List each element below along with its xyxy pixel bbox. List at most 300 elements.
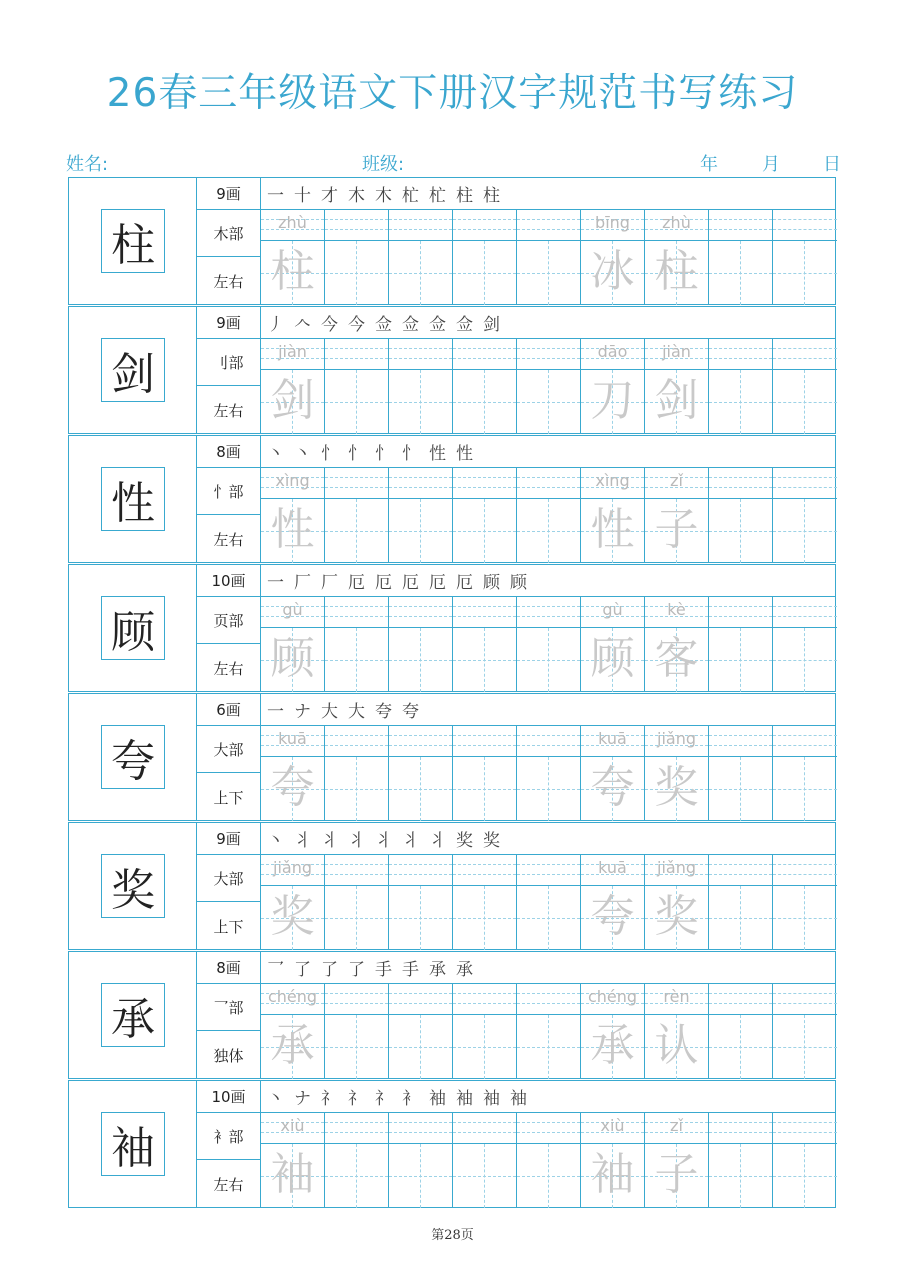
pinyin-trace: jiǎng xyxy=(273,858,312,877)
stroke-step: 丬 xyxy=(429,831,446,851)
character-trace: 冰 xyxy=(590,246,635,297)
character-trace: 夸 xyxy=(270,762,315,813)
practice-cell[interactable] xyxy=(261,210,325,305)
practice-cell[interactable] xyxy=(581,210,645,305)
writing-grid xyxy=(261,984,835,1078)
tianzige-box xyxy=(389,1144,452,1208)
pinyin-box xyxy=(325,855,388,886)
pinyin-trace: zǐ xyxy=(670,1116,683,1135)
stroke-step: ナ xyxy=(294,702,311,722)
tianzige-box xyxy=(709,499,772,563)
character-trace: 认 xyxy=(654,1020,699,1071)
structure: 左右 xyxy=(197,515,261,563)
practice-cell[interactable] xyxy=(325,855,389,950)
tianzige-box xyxy=(389,628,452,692)
tianzige-box xyxy=(517,757,580,821)
practice-cell[interactable] xyxy=(517,210,581,305)
practice-cell[interactable] xyxy=(453,855,517,950)
stroke-step: 一 xyxy=(267,573,284,593)
model-character-cell xyxy=(69,307,197,433)
pinyin-box xyxy=(709,1113,772,1144)
stroke-step: 性 xyxy=(429,444,446,464)
stroke-count: 6画 xyxy=(197,694,261,726)
practice-cell[interactable] xyxy=(645,1113,709,1208)
practice-cell[interactable] xyxy=(325,468,389,563)
tianzige-box xyxy=(453,628,516,692)
structure: 上下 xyxy=(197,902,261,950)
pinyin-trace: dāo xyxy=(597,342,628,361)
practice-cell[interactable] xyxy=(709,597,773,692)
stroke-step: 忄 xyxy=(402,444,419,464)
practice-cell[interactable] xyxy=(389,726,453,821)
character-trace: 柱 xyxy=(270,246,315,297)
stroke-step: 承 xyxy=(429,960,446,980)
stroke-order xyxy=(261,1081,835,1113)
pinyin-box xyxy=(453,1113,516,1144)
model-character: 奖 xyxy=(101,854,165,918)
tianzige-box xyxy=(709,1144,772,1208)
pinyin-box xyxy=(389,855,452,886)
pinyin-box xyxy=(453,726,516,757)
tianzige-box xyxy=(453,499,516,563)
model-character-cell xyxy=(69,694,197,820)
practice-cell[interactable] xyxy=(773,597,837,692)
pinyin-box xyxy=(325,984,388,1015)
stroke-step: 佥 xyxy=(402,315,419,335)
practice-cell[interactable] xyxy=(773,210,837,305)
pinyin-trace: kè xyxy=(667,600,686,619)
tianzige-box xyxy=(325,1015,388,1079)
stroke-order xyxy=(261,694,835,726)
character-trace: 顾 xyxy=(590,633,635,684)
character-trace: 刀 xyxy=(590,375,635,426)
stroke-step: 丶 xyxy=(294,444,311,464)
tianzige-box xyxy=(389,757,452,821)
pinyin-box xyxy=(325,339,388,370)
stroke-step: 乛 xyxy=(267,960,284,980)
pinyin-box xyxy=(773,855,837,886)
stroke-step: 了 xyxy=(348,960,365,980)
day-label: 日 xyxy=(823,154,841,175)
pinyin-box xyxy=(709,468,772,499)
practice-cell[interactable] xyxy=(709,339,773,434)
stroke-order xyxy=(261,178,835,210)
writing-grid xyxy=(261,339,835,433)
practice-cell[interactable] xyxy=(581,468,645,563)
stroke-step: ナ xyxy=(294,1089,311,1109)
character-block xyxy=(68,822,836,950)
stroke-step: 杧 xyxy=(429,186,446,206)
character-trace: 袖 xyxy=(270,1149,315,1200)
tianzige-box xyxy=(453,241,516,305)
tianzige-box xyxy=(325,241,388,305)
stroke-step: 厄 xyxy=(402,573,419,593)
stroke-step: 木 xyxy=(348,186,365,206)
practice-cell[interactable] xyxy=(325,984,389,1079)
practice-cell[interactable] xyxy=(645,726,709,821)
pinyin-box xyxy=(773,597,837,628)
tianzige-box xyxy=(325,499,388,563)
stroke-step: 手 xyxy=(402,960,419,980)
structure: 上下 xyxy=(197,773,261,821)
stroke-step: 了 xyxy=(294,960,311,980)
character-block xyxy=(68,1080,836,1208)
structure: 左右 xyxy=(197,386,261,434)
practice-cell[interactable] xyxy=(453,726,517,821)
stroke-step: 袖 xyxy=(456,1089,473,1109)
tianzige-box xyxy=(709,370,772,434)
pinyin-box xyxy=(453,339,516,370)
model-character: 顾 xyxy=(101,596,165,660)
pinyin-box xyxy=(773,339,837,370)
practice-cell[interactable] xyxy=(389,597,453,692)
stroke-step: 丶 xyxy=(267,1089,284,1109)
structure: 左右 xyxy=(197,257,261,305)
practice-cell[interactable] xyxy=(581,855,645,950)
pinyin-trace: kuā xyxy=(598,729,627,748)
tianzige-box xyxy=(709,886,772,950)
stroke-order xyxy=(261,823,835,855)
pinyin-box xyxy=(773,468,837,499)
model-character-cell xyxy=(69,565,197,691)
practice-cell[interactable] xyxy=(389,210,453,305)
model-character-cell xyxy=(69,823,197,949)
character-trace: 子 xyxy=(654,504,699,555)
practice-cell[interactable] xyxy=(389,855,453,950)
stroke-count: 9画 xyxy=(197,823,261,855)
stroke-step: 柱 xyxy=(456,186,473,206)
writing-grid xyxy=(261,1113,835,1207)
stroke-step: 忄 xyxy=(321,444,338,464)
pinyin-trace: gù xyxy=(602,600,623,619)
practice-cell[interactable] xyxy=(645,855,709,950)
writing-grid xyxy=(261,855,835,949)
practice-cell[interactable] xyxy=(389,1113,453,1208)
structure: 左右 xyxy=(197,1160,261,1208)
tianzige-box xyxy=(517,499,580,563)
stroke-step: 奖 xyxy=(456,831,473,851)
practice-cell[interactable] xyxy=(645,210,709,305)
model-character-cell xyxy=(69,178,197,304)
pinyin-box xyxy=(709,597,772,628)
pinyin-box xyxy=(389,210,452,241)
practice-cell[interactable] xyxy=(709,1113,773,1208)
character-trace: 承 xyxy=(270,1020,315,1071)
stroke-step: 丶 xyxy=(267,831,284,851)
stroke-step: 厂 xyxy=(321,573,338,593)
pinyin-box xyxy=(709,210,772,241)
practice-cell[interactable] xyxy=(517,984,581,1079)
practice-cell[interactable] xyxy=(709,468,773,563)
structure: 左右 xyxy=(197,644,261,692)
stroke-step: 厄 xyxy=(456,573,473,593)
character-trace: 柱 xyxy=(654,246,699,297)
tianzige-box xyxy=(773,1015,837,1079)
stroke-step: 礻 xyxy=(375,1089,392,1109)
practice-cell[interactable] xyxy=(773,855,837,950)
practice-cell[interactable] xyxy=(709,210,773,305)
practice-cell[interactable] xyxy=(645,597,709,692)
pinyin-trace: chéng xyxy=(267,987,318,1006)
stroke-count: 8画 xyxy=(197,436,261,468)
stroke-step: 了 xyxy=(321,960,338,980)
practice-cell[interactable] xyxy=(261,855,325,950)
pinyin-trace: kuā xyxy=(278,729,307,748)
practice-cell[interactable] xyxy=(773,1113,837,1208)
practice-cell[interactable] xyxy=(773,726,837,821)
pinyin-box xyxy=(517,339,580,370)
stroke-step: 佥 xyxy=(456,315,473,335)
model-character: 剑 xyxy=(101,338,165,402)
pinyin-trace: rèn xyxy=(663,987,690,1006)
tianzige-box xyxy=(453,1015,516,1079)
stroke-step: 大 xyxy=(348,702,365,722)
radical: 乛部 xyxy=(197,984,261,1031)
stroke-step: 丬 xyxy=(294,831,311,851)
stroke-order xyxy=(261,952,835,984)
character-trace: 奖 xyxy=(270,891,315,942)
pinyin-trace: zǐ xyxy=(670,471,683,490)
practice-cell[interactable] xyxy=(261,1113,325,1208)
pinyin-trace: xiù xyxy=(600,1116,625,1135)
pinyin-box xyxy=(389,597,452,628)
structure: 独体 xyxy=(197,1031,261,1079)
writing-grid xyxy=(261,597,835,691)
character-trace: 奖 xyxy=(654,891,699,942)
practice-cell[interactable] xyxy=(709,984,773,1079)
pinyin-box xyxy=(517,468,580,499)
stroke-step: 今 xyxy=(321,315,338,335)
practice-cell[interactable] xyxy=(773,468,837,563)
practice-cell[interactable] xyxy=(645,984,709,1079)
stroke-step: 佥 xyxy=(429,315,446,335)
stroke-step: 厄 xyxy=(375,573,392,593)
tianzige-box xyxy=(453,370,516,434)
stroke-step: 袖 xyxy=(429,1089,446,1109)
stroke-step: 性 xyxy=(456,444,473,464)
tianzige-box xyxy=(773,499,837,563)
model-character: 承 xyxy=(101,983,165,1047)
character-trace: 性 xyxy=(270,504,315,555)
stroke-order xyxy=(261,565,835,597)
stroke-step: 柱 xyxy=(483,186,500,206)
pinyin-trace: gù xyxy=(282,600,303,619)
practice-cell[interactable] xyxy=(325,597,389,692)
pinyin-trace: xìng xyxy=(595,471,630,490)
stroke-step: 佥 xyxy=(375,315,392,335)
practice-cell[interactable] xyxy=(325,1113,389,1208)
tianzige-box xyxy=(325,628,388,692)
pinyin-trace: chéng xyxy=(587,987,638,1006)
pinyin-box xyxy=(325,210,388,241)
class-label: 班级: xyxy=(362,154,405,175)
pinyin-trace: jiàn xyxy=(662,342,691,361)
pinyin-box xyxy=(389,468,452,499)
stroke-count: 9画 xyxy=(197,307,261,339)
practice-cell[interactable] xyxy=(773,339,837,434)
practice-cell[interactable] xyxy=(709,726,773,821)
pinyin-box xyxy=(773,984,837,1015)
pinyin-trace: xiù xyxy=(280,1116,305,1135)
page-title: 26春三年级语文下册汉字规范书写练习 xyxy=(106,71,799,116)
tianzige-box xyxy=(389,1015,452,1079)
stroke-step: 木 xyxy=(375,186,392,206)
stroke-step: 丿 xyxy=(267,315,284,335)
character-trace: 袖 xyxy=(590,1149,635,1200)
tianzige-box xyxy=(453,886,516,950)
stroke-order xyxy=(261,307,835,339)
character-trace: 子 xyxy=(654,1149,699,1200)
stroke-step: 一 xyxy=(267,702,284,722)
stroke-step: 丬 xyxy=(402,831,419,851)
pinyin-box xyxy=(325,726,388,757)
stroke-step: 夸 xyxy=(375,702,392,722)
character-trace: 剑 xyxy=(270,375,315,426)
character-trace: 顾 xyxy=(270,633,315,684)
practice-cell[interactable] xyxy=(389,984,453,1079)
page-number: 第28页 xyxy=(431,1228,474,1243)
practice-cell[interactable] xyxy=(261,597,325,692)
stroke-step: 袖 xyxy=(510,1089,527,1109)
stroke-step: 袖 xyxy=(483,1089,500,1109)
pinyin-box xyxy=(517,984,580,1015)
stroke-step: 十 xyxy=(294,186,311,206)
radical: 衤部 xyxy=(197,1113,261,1160)
practice-cell[interactable] xyxy=(645,468,709,563)
pinyin-trace: kuā xyxy=(598,858,627,877)
practice-cell[interactable] xyxy=(261,726,325,821)
stroke-step: 才 xyxy=(321,186,338,206)
character-block xyxy=(68,693,836,821)
practice-cell[interactable] xyxy=(325,210,389,305)
stroke-step: 衤 xyxy=(402,1089,419,1109)
radical: 大部 xyxy=(197,855,261,902)
tianzige-box xyxy=(517,1015,580,1079)
writing-grid xyxy=(261,726,835,820)
pinyin-trace: xìng xyxy=(275,471,310,490)
pinyin-box xyxy=(773,210,837,241)
character-block xyxy=(68,435,836,563)
stroke-step: 厄 xyxy=(348,573,365,593)
pinyin-box xyxy=(709,726,772,757)
practice-cell[interactable] xyxy=(517,855,581,950)
tianzige-box xyxy=(709,628,772,692)
practice-cell[interactable] xyxy=(325,339,389,434)
tianzige-box xyxy=(453,1144,516,1208)
stroke-step: 顾 xyxy=(510,573,527,593)
character-block xyxy=(68,177,836,305)
practice-cell[interactable] xyxy=(261,468,325,563)
model-character-cell xyxy=(69,436,197,562)
tianzige-box xyxy=(389,370,452,434)
stroke-count: 8画 xyxy=(197,952,261,984)
model-character: 夸 xyxy=(101,725,165,789)
tianzige-box xyxy=(709,1015,772,1079)
stroke-step: 丬 xyxy=(375,831,392,851)
practice-cell[interactable] xyxy=(581,1113,645,1208)
practice-cell[interactable] xyxy=(261,984,325,1079)
model-character: 柱 xyxy=(101,209,165,273)
pinyin-box xyxy=(453,984,516,1015)
tianzige-box xyxy=(517,370,580,434)
stroke-step: 剑 xyxy=(483,315,500,335)
pinyin-box xyxy=(325,468,388,499)
tianzige-box xyxy=(325,886,388,950)
stroke-count: 10画 xyxy=(197,565,261,597)
practice-cell[interactable] xyxy=(453,1113,517,1208)
practice-cell[interactable] xyxy=(389,339,453,434)
tianzige-box xyxy=(709,757,772,821)
practice-cell[interactable] xyxy=(517,339,581,434)
pinyin-box xyxy=(325,1113,388,1144)
practice-cell[interactable] xyxy=(517,1113,581,1208)
practice-cell[interactable] xyxy=(773,984,837,1079)
practice-cell[interactable] xyxy=(453,597,517,692)
stroke-step: 厄 xyxy=(429,573,446,593)
character-block xyxy=(68,564,836,692)
month-label: 月 xyxy=(762,154,780,175)
tianzige-box xyxy=(325,1144,388,1208)
practice-cell[interactable] xyxy=(581,597,645,692)
radical: 木部 xyxy=(197,210,261,257)
stroke-count: 9画 xyxy=(197,178,261,210)
tianzige-box xyxy=(773,1144,837,1208)
practice-cell[interactable] xyxy=(325,726,389,821)
model-character-cell xyxy=(69,1081,197,1207)
tianzige-box xyxy=(389,886,452,950)
practice-cell[interactable] xyxy=(453,984,517,1079)
pinyin-trace: jiàn xyxy=(278,342,307,361)
pinyin-box xyxy=(517,855,580,886)
practice-cell[interactable] xyxy=(709,855,773,950)
practice-cell[interactable] xyxy=(453,468,517,563)
practice-cell[interactable] xyxy=(517,726,581,821)
practice-cell[interactable] xyxy=(453,210,517,305)
practice-cell[interactable] xyxy=(261,339,325,434)
stroke-step: 忄 xyxy=(348,444,365,464)
character-trace: 客 xyxy=(654,633,699,684)
character-block xyxy=(68,951,836,1079)
practice-cell[interactable] xyxy=(517,468,581,563)
practice-cell[interactable] xyxy=(645,339,709,434)
year-label: 年 xyxy=(700,154,718,175)
pinyin-box xyxy=(389,726,452,757)
model-character: 袖 xyxy=(101,1112,165,1176)
practice-cell[interactable] xyxy=(517,597,581,692)
pinyin-box xyxy=(709,984,772,1015)
stroke-step: 手 xyxy=(375,960,392,980)
radical: 忄部 xyxy=(197,468,261,515)
practice-cell[interactable] xyxy=(581,339,645,434)
stroke-step: 丬 xyxy=(348,831,365,851)
tianzige-box xyxy=(773,241,837,305)
practice-cell[interactable] xyxy=(581,984,645,1079)
model-character-cell xyxy=(69,952,197,1078)
stroke-step: 杧 xyxy=(402,186,419,206)
stroke-count: 10画 xyxy=(197,1081,261,1113)
pinyin-box xyxy=(517,726,580,757)
tianzige-box xyxy=(773,886,837,950)
pinyin-trace: bīng xyxy=(595,213,630,232)
practice-cell[interactable] xyxy=(453,339,517,434)
practice-cell[interactable] xyxy=(389,468,453,563)
stroke-step: 丬 xyxy=(321,831,338,851)
tianzige-box xyxy=(709,241,772,305)
practice-cell[interactable] xyxy=(581,726,645,821)
pinyin-box xyxy=(325,597,388,628)
pinyin-trace: jiǎng xyxy=(657,858,696,877)
pinyin-box xyxy=(389,1113,452,1144)
